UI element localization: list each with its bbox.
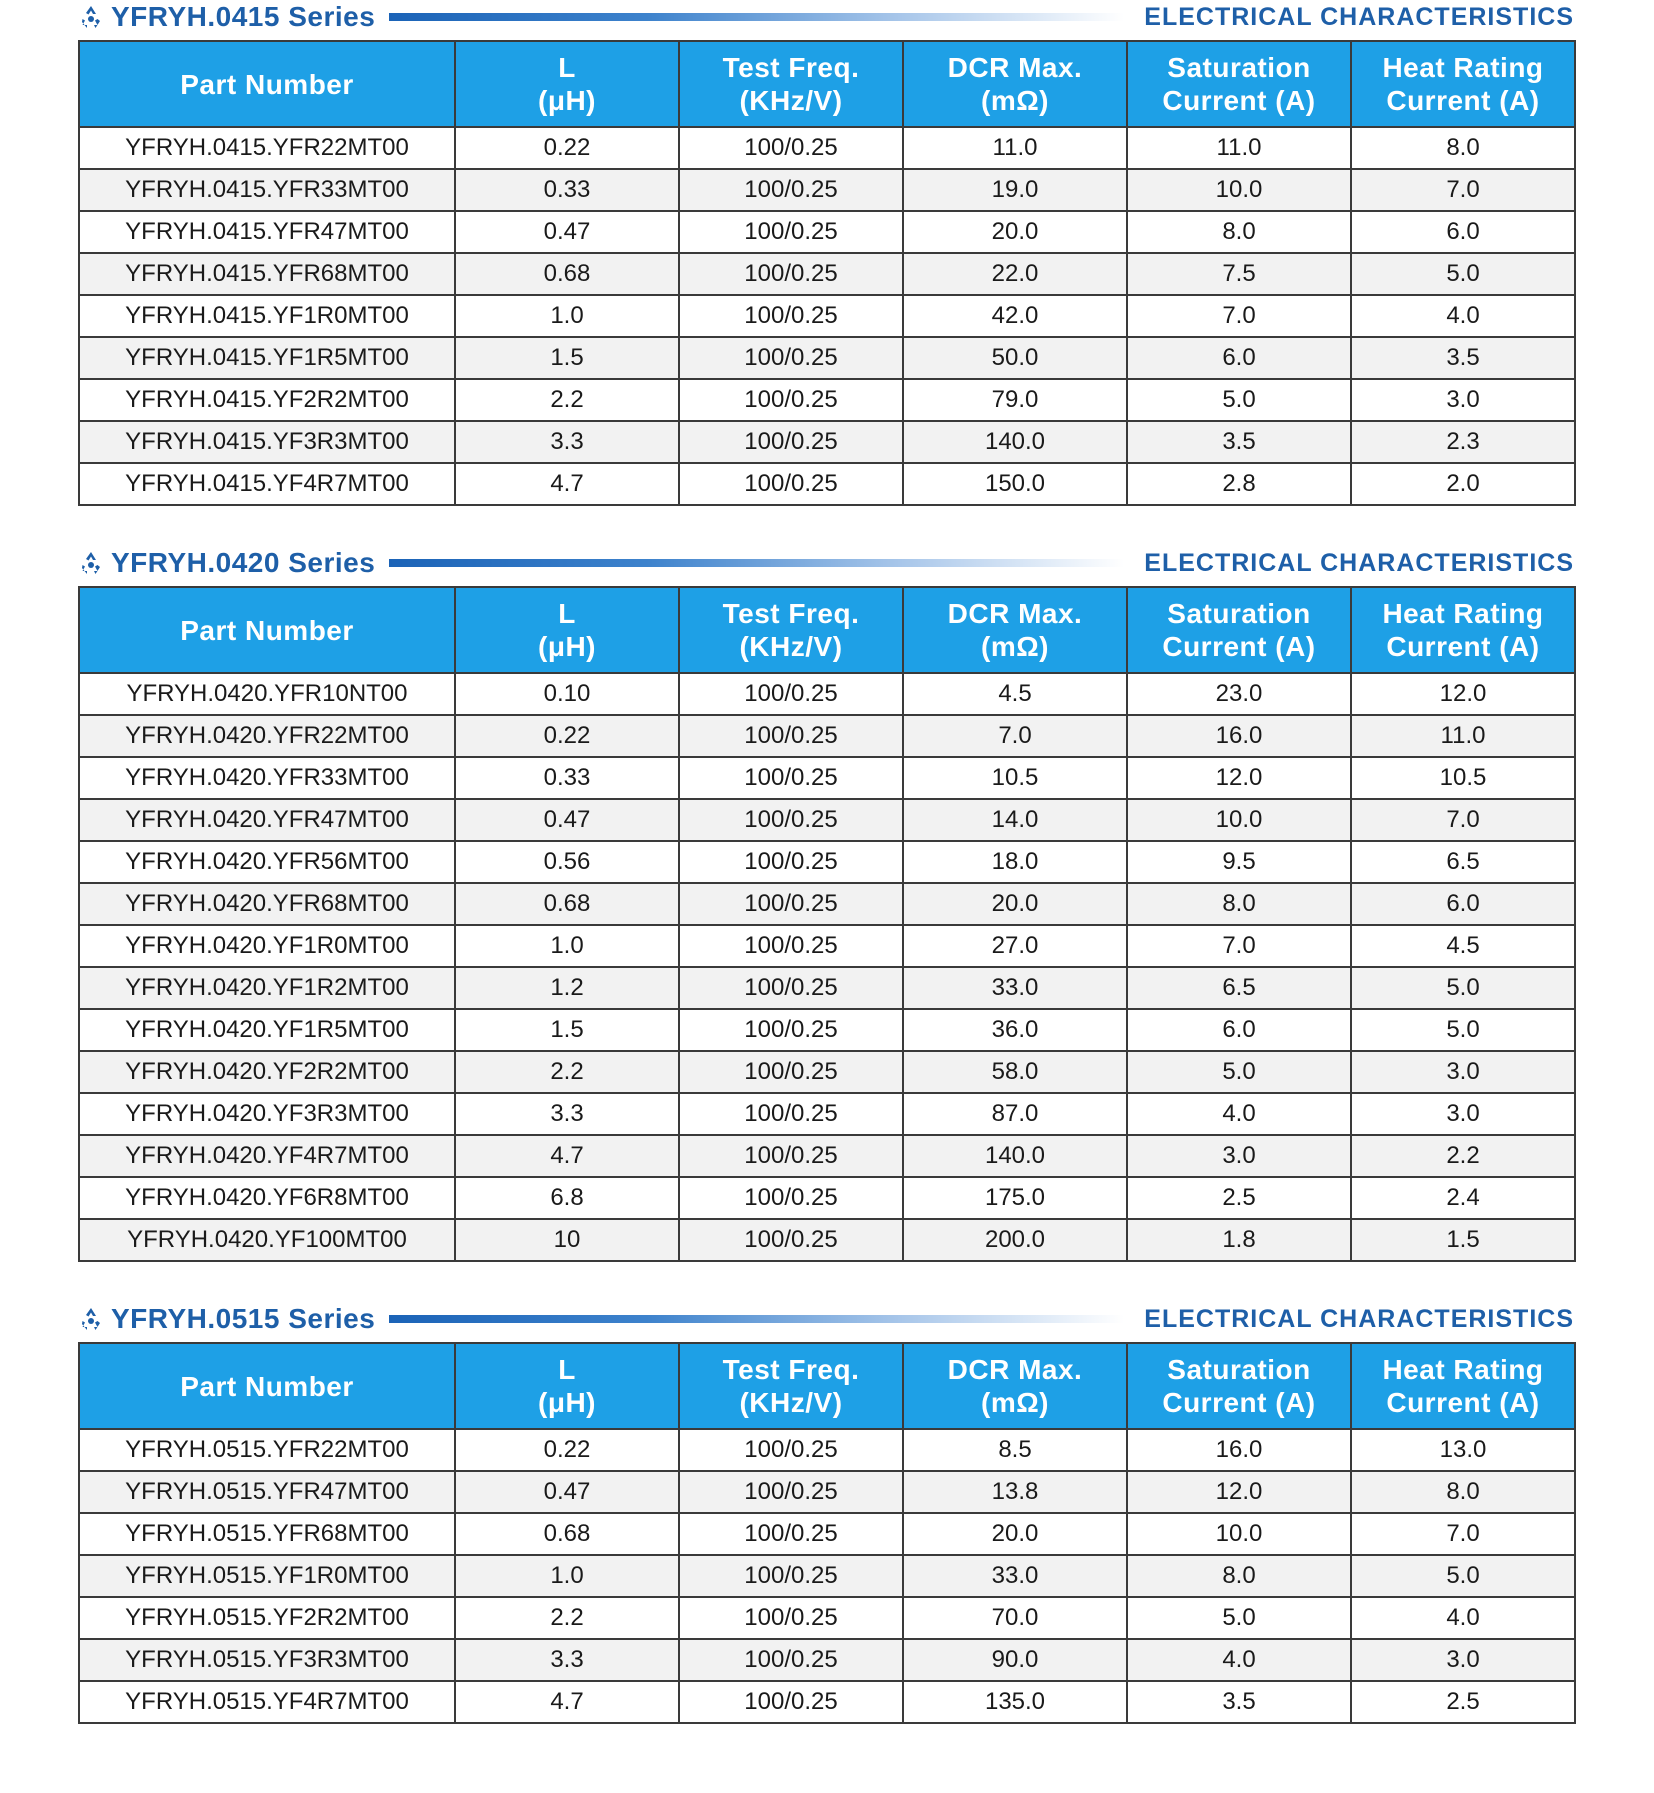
column-header-l: [455, 41, 679, 127]
electrical-characteristics-label: ELECTRICAL CHARACTERISTICS: [1144, 1304, 1574, 1333]
cell-freq: 100/0.25: [679, 1639, 903, 1681]
cell-dcr: 58.0: [903, 1051, 1127, 1093]
table-row: [79, 1177, 1575, 1219]
cell-heat: 5.0: [1351, 967, 1575, 1009]
table-header-row: [79, 1343, 1575, 1429]
cell-dcr: 150.0: [903, 463, 1127, 505]
recycle-icon: [78, 550, 104, 576]
cell-l: 3.3: [455, 1093, 679, 1135]
cell-part: YFRYH.0515.YF3R3MT00: [79, 1639, 455, 1681]
cell-dcr: 4.5: [903, 673, 1127, 715]
table-row: [79, 1513, 1575, 1555]
cell-freq: 100/0.25: [679, 1093, 903, 1135]
column-header-line2: (mΩ): [981, 85, 1049, 116]
cell-heat: 6.0: [1351, 211, 1575, 253]
column-header-line2: (mΩ): [981, 631, 1049, 662]
column-header-line2: Current (A): [1162, 85, 1316, 116]
cell-freq: 100/0.25: [679, 715, 903, 757]
column-header-line2: (mΩ): [981, 1387, 1049, 1418]
column-header-l: [455, 587, 679, 673]
cell-dcr: 50.0: [903, 337, 1127, 379]
cell-part: YFRYH.0415.YF2R2MT00: [79, 379, 455, 421]
cell-part: YFRYH.0420.YF100MT00: [79, 1219, 455, 1261]
cell-l: 2.2: [455, 379, 679, 421]
cell-sat: 8.0: [1127, 1555, 1351, 1597]
table-row: [79, 841, 1575, 883]
cell-l: 1.5: [455, 1009, 679, 1051]
table-row: [79, 715, 1575, 757]
table-row: [79, 379, 1575, 421]
table-row: [79, 1219, 1575, 1261]
column-header-line1: DCR Max.: [947, 52, 1083, 83]
cell-part: YFRYH.0420.YFR22MT00: [79, 715, 455, 757]
column-header-line1: Saturation: [1167, 1354, 1311, 1385]
column-header-line1: Part Number: [180, 1370, 354, 1402]
cell-freq: 100/0.25: [679, 1429, 903, 1471]
cell-sat: 6.0: [1127, 1009, 1351, 1051]
table-row: [79, 967, 1575, 1009]
table-row: [79, 1093, 1575, 1135]
cell-dcr: 8.5: [903, 1429, 1127, 1471]
cell-freq: 100/0.25: [679, 211, 903, 253]
table-row: [79, 253, 1575, 295]
cell-l: 3.3: [455, 1639, 679, 1681]
column-header-line2: Current (A): [1162, 631, 1316, 662]
cell-sat: 23.0: [1127, 673, 1351, 715]
table-row: [79, 1009, 1575, 1051]
table-header-row: [79, 587, 1575, 673]
table-row: [79, 799, 1575, 841]
cell-l: 4.7: [455, 463, 679, 505]
table-row: [79, 925, 1575, 967]
column-header-part: [79, 41, 455, 127]
column-header-line2: (μH): [538, 631, 596, 662]
cell-freq: 100/0.25: [679, 1135, 903, 1177]
column-header-line1: Heat Rating: [1382, 1354, 1544, 1385]
cell-dcr: 42.0: [903, 295, 1127, 337]
column-header-line1: Heat Rating: [1382, 598, 1544, 629]
cell-l: 10: [455, 1219, 679, 1261]
specs-table: [78, 586, 1576, 1262]
cell-dcr: 19.0: [903, 169, 1127, 211]
cell-l: 2.2: [455, 1051, 679, 1093]
cell-l: 0.22: [455, 715, 679, 757]
cell-part: YFRYH.0415.YFR33MT00: [79, 169, 455, 211]
cell-heat: 5.0: [1351, 1009, 1575, 1051]
cell-heat: 5.0: [1351, 253, 1575, 295]
specs-table: [78, 1342, 1576, 1724]
cell-sat: 16.0: [1127, 715, 1351, 757]
cell-sat: 5.0: [1127, 1597, 1351, 1639]
cell-freq: 100/0.25: [679, 1597, 903, 1639]
cell-heat: 7.0: [1351, 169, 1575, 211]
cell-heat: 10.5: [1351, 757, 1575, 799]
cell-freq: 100/0.25: [679, 1471, 903, 1513]
column-header-line1: Part Number: [180, 68, 354, 100]
cell-sat: 3.0: [1127, 1135, 1351, 1177]
cell-l: 0.33: [455, 169, 679, 211]
cell-freq: 100/0.25: [679, 799, 903, 841]
cell-sat: 2.5: [1127, 1177, 1351, 1219]
cell-heat: 2.3: [1351, 421, 1575, 463]
series-section: [78, 546, 1574, 1262]
cell-heat: 5.0: [1351, 1555, 1575, 1597]
cell-sat: 10.0: [1127, 799, 1351, 841]
cell-l: 1.0: [455, 925, 679, 967]
column-header-line1: DCR Max.: [947, 598, 1083, 629]
cell-freq: 100/0.25: [679, 1051, 903, 1093]
column-header-sat: [1127, 587, 1351, 673]
cell-l: 0.68: [455, 253, 679, 295]
table-row: [79, 1429, 1575, 1471]
cell-heat: 6.5: [1351, 841, 1575, 883]
cell-heat: 2.0: [1351, 463, 1575, 505]
cell-freq: 100/0.25: [679, 421, 903, 463]
column-header-line2: (μH): [538, 1387, 596, 1418]
cell-part: YFRYH.0515.YF4R7MT00: [79, 1681, 455, 1723]
cell-freq: 100/0.25: [679, 1177, 903, 1219]
cell-dcr: 36.0: [903, 1009, 1127, 1051]
cell-part: YFRYH.0420.YFR33MT00: [79, 757, 455, 799]
cell-dcr: 11.0: [903, 127, 1127, 169]
column-header-line1: Saturation: [1167, 598, 1311, 629]
cell-l: 1.0: [455, 1555, 679, 1597]
table-row: [79, 337, 1575, 379]
gradient-rule: [389, 1315, 1124, 1323]
column-header-line2: (KHz/V): [739, 85, 843, 116]
cell-part: YFRYH.0415.YFR47MT00: [79, 211, 455, 253]
cell-sat: 12.0: [1127, 1471, 1351, 1513]
table-row: [79, 1555, 1575, 1597]
table-row: [79, 295, 1575, 337]
gradient-rule: [389, 13, 1124, 21]
cell-part: YFRYH.0420.YFR68MT00: [79, 883, 455, 925]
cell-freq: 100/0.25: [679, 379, 903, 421]
cell-heat: 1.5: [1351, 1219, 1575, 1261]
cell-dcr: 27.0: [903, 925, 1127, 967]
cell-part: YFRYH.0420.YF6R8MT00: [79, 1177, 455, 1219]
cell-l: 0.33: [455, 757, 679, 799]
table-row: [79, 1051, 1575, 1093]
cell-freq: 100/0.25: [679, 337, 903, 379]
column-header-line2: Current (A): [1162, 1387, 1316, 1418]
cell-l: 3.3: [455, 421, 679, 463]
cell-heat: 4.5: [1351, 925, 1575, 967]
cell-part: YFRYH.0415.YF3R3MT00: [79, 421, 455, 463]
cell-heat: 3.0: [1351, 1639, 1575, 1681]
table-row: [79, 127, 1575, 169]
cell-heat: 8.0: [1351, 127, 1575, 169]
cell-l: 1.0: [455, 295, 679, 337]
cell-l: 2.2: [455, 1597, 679, 1639]
cell-dcr: 18.0: [903, 841, 1127, 883]
cell-dcr: 13.8: [903, 1471, 1127, 1513]
column-header-line1: L: [558, 598, 576, 629]
cell-sat: 5.0: [1127, 1051, 1351, 1093]
recycle-icon: [78, 4, 104, 30]
recycle-icon: [78, 1306, 104, 1332]
cell-heat: 3.5: [1351, 337, 1575, 379]
column-header-freq: [679, 587, 903, 673]
cell-heat: 13.0: [1351, 1429, 1575, 1471]
cell-dcr: 175.0: [903, 1177, 1127, 1219]
cell-part: YFRYH.0420.YF3R3MT00: [79, 1093, 455, 1135]
cell-part: YFRYH.0515.YF2R2MT00: [79, 1597, 455, 1639]
cell-sat: 7.5: [1127, 253, 1351, 295]
cell-freq: 100/0.25: [679, 253, 903, 295]
cell-dcr: 90.0: [903, 1639, 1127, 1681]
series-title: YFRYH.0415 Series: [111, 1, 376, 32]
table-row: [79, 1135, 1575, 1177]
cell-sat: 10.0: [1127, 1513, 1351, 1555]
cell-part: YFRYH.0515.YFR22MT00: [79, 1429, 455, 1471]
cell-part: YFRYH.0420.YFR47MT00: [79, 799, 455, 841]
column-header-freq: [679, 1343, 903, 1429]
cell-freq: 100/0.25: [679, 1555, 903, 1597]
column-header-heat: [1351, 1343, 1575, 1429]
cell-freq: 100/0.25: [679, 127, 903, 169]
series-title: YFRYH.0515 Series: [111, 1303, 376, 1334]
cell-sat: 3.5: [1127, 421, 1351, 463]
cell-heat: 6.0: [1351, 883, 1575, 925]
cell-heat: 12.0: [1351, 673, 1575, 715]
cell-freq: 100/0.25: [679, 1009, 903, 1051]
datasheet-sections: [78, 0, 1574, 1724]
cell-sat: 6.0: [1127, 337, 1351, 379]
cell-dcr: 33.0: [903, 967, 1127, 1009]
cell-dcr: 135.0: [903, 1681, 1127, 1723]
cell-part: YFRYH.0415.YFR68MT00: [79, 253, 455, 295]
cell-sat: 1.8: [1127, 1219, 1351, 1261]
column-header-heat: [1351, 587, 1575, 673]
cell-dcr: 70.0: [903, 1597, 1127, 1639]
cell-heat: 2.5: [1351, 1681, 1575, 1723]
column-header-line1: DCR Max.: [947, 1354, 1083, 1385]
cell-l: 0.22: [455, 127, 679, 169]
cell-sat: 6.5: [1127, 967, 1351, 1009]
cell-freq: 100/0.25: [679, 463, 903, 505]
cell-part: YFRYH.0415.YFR22MT00: [79, 127, 455, 169]
table-row: [79, 211, 1575, 253]
cell-part: YFRYH.0515.YFR47MT00: [79, 1471, 455, 1513]
cell-l: 0.68: [455, 883, 679, 925]
cell-l: 0.22: [455, 1429, 679, 1471]
specs-table: [78, 40, 1576, 506]
cell-l: 1.5: [455, 337, 679, 379]
column-header-line1: L: [558, 52, 576, 83]
column-header-line2: (μH): [538, 85, 596, 116]
series-header: [78, 0, 1574, 34]
cell-l: 0.10: [455, 673, 679, 715]
column-header-l: [455, 1343, 679, 1429]
cell-l: 6.8: [455, 1177, 679, 1219]
cell-dcr: 79.0: [903, 379, 1127, 421]
cell-sat: 11.0: [1127, 127, 1351, 169]
series-section: [78, 0, 1574, 506]
cell-part: YFRYH.0415.YF4R7MT00: [79, 463, 455, 505]
cell-sat: 5.0: [1127, 379, 1351, 421]
column-header-line1: Test Freq.: [722, 52, 860, 83]
section-gap: [78, 506, 1574, 546]
cell-l: 0.47: [455, 1471, 679, 1513]
table-row: [79, 421, 1575, 463]
column-header-line1: Test Freq.: [722, 598, 860, 629]
cell-part: YFRYH.0420.YF1R0MT00: [79, 925, 455, 967]
cell-heat: 7.0: [1351, 1513, 1575, 1555]
cell-part: YFRYH.0420.YF4R7MT00: [79, 1135, 455, 1177]
cell-sat: 3.5: [1127, 1681, 1351, 1723]
cell-heat: 8.0: [1351, 1471, 1575, 1513]
column-header-freq: [679, 41, 903, 127]
cell-dcr: 10.5: [903, 757, 1127, 799]
column-header-line2: Current (A): [1386, 85, 1540, 116]
column-header-line1: L: [558, 1354, 576, 1385]
cell-dcr: 20.0: [903, 883, 1127, 925]
cell-sat: 7.0: [1127, 925, 1351, 967]
column-header-part: [79, 1343, 455, 1429]
table-row: [79, 673, 1575, 715]
table-row: [79, 883, 1575, 925]
cell-l: 0.47: [455, 799, 679, 841]
table-row: [79, 1597, 1575, 1639]
column-header-line2: (KHz/V): [739, 631, 843, 662]
column-header-sat: [1127, 1343, 1351, 1429]
cell-heat: 7.0: [1351, 799, 1575, 841]
cell-part: YFRYH.0420.YF1R2MT00: [79, 967, 455, 1009]
table-row: [79, 169, 1575, 211]
cell-l: 4.7: [455, 1681, 679, 1723]
cell-l: 0.47: [455, 211, 679, 253]
column-header-dcr: [903, 587, 1127, 673]
column-header-line1: Part Number: [180, 614, 354, 646]
cell-part: YFRYH.0420.YF2R2MT00: [79, 1051, 455, 1093]
cell-heat: 4.0: [1351, 295, 1575, 337]
cell-l: 1.2: [455, 967, 679, 1009]
table-header-row: [79, 41, 1575, 127]
cell-freq: 100/0.25: [679, 1513, 903, 1555]
cell-part: YFRYH.0420.YFR56MT00: [79, 841, 455, 883]
cell-heat: 2.2: [1351, 1135, 1575, 1177]
column-header-line2: (KHz/V): [739, 1387, 843, 1418]
column-header-sat: [1127, 41, 1351, 127]
cell-sat: 12.0: [1127, 757, 1351, 799]
table-row: [79, 1471, 1575, 1513]
column-header-line1: Test Freq.: [722, 1354, 860, 1385]
cell-heat: 2.4: [1351, 1177, 1575, 1219]
cell-heat: 4.0: [1351, 1597, 1575, 1639]
cell-part: YFRYH.0515.YFR68MT00: [79, 1513, 455, 1555]
cell-freq: 100/0.25: [679, 967, 903, 1009]
cell-heat: 3.0: [1351, 379, 1575, 421]
cell-part: YFRYH.0415.YF1R5MT00: [79, 337, 455, 379]
series-section: [78, 1302, 1574, 1724]
column-header-heat: [1351, 41, 1575, 127]
column-header-dcr: [903, 41, 1127, 127]
series-header: [78, 1302, 1574, 1336]
cell-sat: 2.8: [1127, 463, 1351, 505]
cell-sat: 16.0: [1127, 1429, 1351, 1471]
table-row: [79, 463, 1575, 505]
series-title: YFRYH.0420 Series: [111, 547, 376, 578]
gradient-rule: [389, 559, 1124, 567]
cell-dcr: 140.0: [903, 1135, 1127, 1177]
cell-freq: 100/0.25: [679, 295, 903, 337]
cell-freq: 100/0.25: [679, 883, 903, 925]
column-header-line2: Current (A): [1386, 1387, 1540, 1418]
cell-freq: 100/0.25: [679, 925, 903, 967]
column-header-line1: Saturation: [1167, 52, 1311, 83]
cell-part: YFRYH.0420.YFR10NT00: [79, 673, 455, 715]
cell-sat: 8.0: [1127, 211, 1351, 253]
cell-heat: 3.0: [1351, 1051, 1575, 1093]
table-row: [79, 1639, 1575, 1681]
cell-freq: 100/0.25: [679, 673, 903, 715]
cell-dcr: 22.0: [903, 253, 1127, 295]
cell-dcr: 140.0: [903, 421, 1127, 463]
cell-freq: 100/0.25: [679, 1681, 903, 1723]
table-row: [79, 757, 1575, 799]
cell-l: 0.56: [455, 841, 679, 883]
cell-dcr: 20.0: [903, 211, 1127, 253]
cell-freq: 100/0.25: [679, 841, 903, 883]
column-header-dcr: [903, 1343, 1127, 1429]
cell-sat: 8.0: [1127, 883, 1351, 925]
column-header-line2: Current (A): [1386, 631, 1540, 662]
cell-sat: 9.5: [1127, 841, 1351, 883]
cell-freq: 100/0.25: [679, 757, 903, 799]
cell-dcr: 14.0: [903, 799, 1127, 841]
cell-dcr: 33.0: [903, 1555, 1127, 1597]
table-row: [79, 1681, 1575, 1723]
cell-l: 4.7: [455, 1135, 679, 1177]
column-header-line1: Heat Rating: [1382, 52, 1544, 83]
cell-dcr: 20.0: [903, 1513, 1127, 1555]
section-gap: [78, 1262, 1574, 1302]
cell-sat: 7.0: [1127, 295, 1351, 337]
electrical-characteristics-label: ELECTRICAL CHARACTERISTICS: [1144, 2, 1574, 31]
cell-freq: 100/0.25: [679, 1219, 903, 1261]
column-header-part: [79, 587, 455, 673]
cell-part: YFRYH.0420.YF1R5MT00: [79, 1009, 455, 1051]
cell-l: 0.68: [455, 1513, 679, 1555]
cell-sat: 4.0: [1127, 1093, 1351, 1135]
cell-sat: 10.0: [1127, 169, 1351, 211]
electrical-characteristics-label: ELECTRICAL CHARACTERISTICS: [1144, 548, 1574, 577]
cell-part: YFRYH.0415.YF1R0MT00: [79, 295, 455, 337]
series-header: [78, 546, 1574, 580]
cell-freq: 100/0.25: [679, 169, 903, 211]
cell-sat: 4.0: [1127, 1639, 1351, 1681]
cell-dcr: 87.0: [903, 1093, 1127, 1135]
cell-heat: 3.0: [1351, 1093, 1575, 1135]
cell-dcr: 200.0: [903, 1219, 1127, 1261]
cell-part: YFRYH.0515.YF1R0MT00: [79, 1555, 455, 1597]
cell-dcr: 7.0: [903, 715, 1127, 757]
cell-heat: 11.0: [1351, 715, 1575, 757]
